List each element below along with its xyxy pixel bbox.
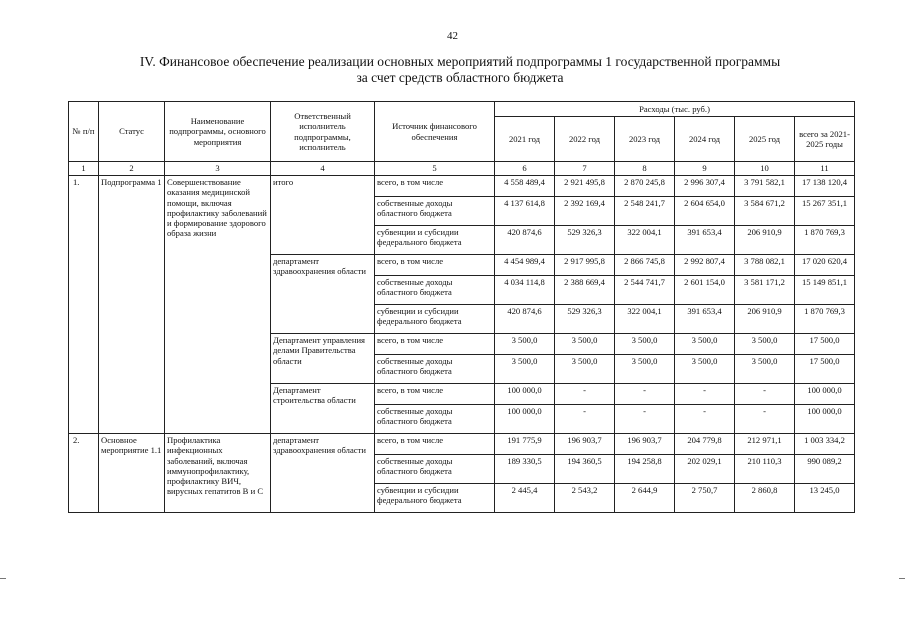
cell-value: 3 500,0 — [675, 355, 735, 384]
cell-total: 990 089,2 — [795, 455, 855, 484]
row-name: Профилактика инфекционных заболеваний, включая иммунопрофилактику, профилактику ВИЧ, вирусных гепатитов В и С — [165, 434, 271, 513]
cell-value: - — [555, 384, 615, 405]
cell-value: 2 644,9 — [615, 484, 675, 513]
cell-value: 191 775,9 — [495, 434, 555, 455]
cell-value: 4 137 614,8 — [495, 197, 555, 226]
row-source: собственные доходы областного бюджета — [375, 197, 495, 226]
title-line-1: IV. Финансовое обеспечение реализации основных мероприятий подпрограммы 1 государственной программы — [139, 54, 781, 69]
header-year-2021: 2021 год — [495, 117, 555, 162]
cell-value: 2 996 307,4 — [675, 176, 735, 197]
cell-value: 194 258,8 — [615, 455, 675, 484]
row-responsible: департамент здравоохранения области — [271, 434, 375, 513]
row-source: всего, в том числе — [375, 334, 495, 355]
row-source: всего, в том числе — [375, 176, 495, 197]
cell-total: 1 003 334,2 — [795, 434, 855, 455]
cell-value: 3 500,0 — [495, 334, 555, 355]
cell-total: 17 138 120,4 — [795, 176, 855, 197]
cell-value: 3 788 082,1 — [735, 255, 795, 276]
cell-value: 206 910,9 — [735, 226, 795, 255]
row-source: собственные доходы областного бюджета — [375, 405, 495, 434]
row-source: собственные доходы областного бюджета — [375, 455, 495, 484]
index-cell: 11 — [795, 162, 855, 176]
cell-value: 2 543,2 — [555, 484, 615, 513]
cell-total: 15 267 351,1 — [795, 197, 855, 226]
cell-value: 3 584 671,2 — [735, 197, 795, 226]
index-cell: 8 — [615, 162, 675, 176]
header-status: Статус — [99, 102, 165, 162]
cell-value: - — [735, 384, 795, 405]
cell-total: 100 000,0 — [795, 405, 855, 434]
cell-value: 2 921 495,8 — [555, 176, 615, 197]
cell-value: 4 034 114,8 — [495, 276, 555, 305]
cell-total: 17 500,0 — [795, 355, 855, 384]
cell-value: 206 910,9 — [735, 305, 795, 334]
table-row — [69, 434, 855, 455]
cell-value: 2 388 669,4 — [555, 276, 615, 305]
cell-value: 2 445,4 — [495, 484, 555, 513]
cell-value: 196 903,7 — [555, 434, 615, 455]
cell-value: - — [615, 405, 675, 434]
index-cell: 2 — [99, 162, 165, 176]
index-cell: 4 — [271, 162, 375, 176]
row-responsible: итого — [271, 176, 375, 255]
row-number: 2. — [69, 434, 99, 513]
cell-value: 2 604 654,0 — [675, 197, 735, 226]
row-status: Основное мероприятие 1.1 — [99, 434, 165, 513]
cell-value: 204 779,8 — [675, 434, 735, 455]
cell-total: 1 870 769,3 — [795, 226, 855, 255]
row-responsible: Департамент управления делами Правительства области — [271, 334, 375, 384]
cell-value: 2 917 995,8 — [555, 255, 615, 276]
cell-value: 3 500,0 — [735, 334, 795, 355]
row-responsible: Департамент строительства области — [271, 384, 375, 434]
row-source: субвенции и субсидии федерального бюджета — [375, 305, 495, 334]
cell-value: 322 004,1 — [615, 305, 675, 334]
index-cell: 10 — [735, 162, 795, 176]
row-source: всего, в том числе — [375, 434, 495, 455]
cell-value: 196 903,7 — [615, 434, 675, 455]
cell-value: 391 653,4 — [675, 305, 735, 334]
cell-value: 420 874,6 — [495, 226, 555, 255]
cell-total: 100 000,0 — [795, 384, 855, 405]
cell-value: 391 653,4 — [675, 226, 735, 255]
cell-total: 17 020 620,4 — [795, 255, 855, 276]
header-year-2025: 2025 год — [735, 117, 795, 162]
row-source: всего, в том числе — [375, 384, 495, 405]
header-year-2024: 2024 год — [675, 117, 735, 162]
cell-value: 4 558 489,4 — [495, 176, 555, 197]
header-source: Источник финансового обеспечения — [375, 102, 495, 162]
cell-value: - — [735, 405, 795, 434]
cell-value: 2 750,7 — [675, 484, 735, 513]
cell-value: 100 000,0 — [495, 384, 555, 405]
cell-total: 1 870 769,3 — [795, 305, 855, 334]
page-edge-mark-right — [899, 578, 905, 579]
cell-value: - — [615, 384, 675, 405]
cell-value: 2 601 154,0 — [675, 276, 735, 305]
cell-total: 17 500,0 — [795, 334, 855, 355]
row-name: Совершенствование оказания медицинской помощи, включая профилактику заболеваний и формирование здорового образа жизни — [165, 176, 271, 434]
cell-value: 212 971,1 — [735, 434, 795, 455]
index-cell: 7 — [555, 162, 615, 176]
cell-value: 2 870 245,8 — [615, 176, 675, 197]
header-year-2022: 2022 год — [555, 117, 615, 162]
index-cell: 3 — [165, 162, 271, 176]
cell-value: 3 581 171,2 — [735, 276, 795, 305]
title-line-2: за счет средств областного бюджета — [356, 70, 564, 85]
cell-value: 2 992 807,4 — [675, 255, 735, 276]
row-source: субвенции и субсидии федерального бюджета — [375, 226, 495, 255]
page-number: 42 — [447, 30, 458, 42]
index-cell: 5 — [375, 162, 495, 176]
table-body — [69, 176, 855, 513]
row-source: всего, в том числе — [375, 255, 495, 276]
budget-table — [68, 101, 855, 513]
index-cell: 9 — [675, 162, 735, 176]
cell-value: - — [675, 384, 735, 405]
header-responsible: Ответственный исполнитель подпрограммы, исполнитель — [271, 102, 375, 162]
cell-value: 202 029,1 — [675, 455, 735, 484]
cell-value: 529 326,3 — [555, 305, 615, 334]
header-name: Наименование подпрограммы, основного мероприятия — [165, 102, 271, 162]
cell-value: 100 000,0 — [495, 405, 555, 434]
cell-value: 3 500,0 — [675, 334, 735, 355]
row-source: собственные доходы областного бюджета — [375, 276, 495, 305]
cell-value: 2 392 169,4 — [555, 197, 615, 226]
cell-value: 4 454 989,4 — [495, 255, 555, 276]
cell-value: 3 500,0 — [615, 334, 675, 355]
cell-value: 3 500,0 — [555, 355, 615, 384]
header-expenses: Расходы (тыс. руб.) — [495, 102, 855, 117]
cell-value: 2 866 745,8 — [615, 255, 675, 276]
cell-value: 2 548 241,7 — [615, 197, 675, 226]
index-cell: 6 — [495, 162, 555, 176]
cell-value: 2 544 741,7 — [615, 276, 675, 305]
row-status: Подпрограмма 1 — [99, 176, 165, 434]
row-source: субвенции и субсидии федерального бюджета — [375, 484, 495, 513]
cell-total: 15 149 851,1 — [795, 276, 855, 305]
cell-value: 2 860,8 — [735, 484, 795, 513]
cell-value: 189 330,5 — [495, 455, 555, 484]
row-responsible: департамент здравоохранения области — [271, 255, 375, 334]
header-total: всего за 2021-2025 годы — [795, 117, 855, 162]
row-number: 1. — [69, 176, 99, 434]
cell-value: 3 791 582,1 — [735, 176, 795, 197]
cell-value: 3 500,0 — [615, 355, 675, 384]
cell-value: - — [555, 405, 615, 434]
index-cell: 1 — [69, 162, 99, 176]
cell-value: 529 326,3 — [555, 226, 615, 255]
table-row — [69, 176, 855, 197]
row-source: собственные доходы областного бюджета — [375, 355, 495, 384]
page-title — [90, 54, 830, 86]
cell-value: 210 110,3 — [735, 455, 795, 484]
cell-value: 194 360,5 — [555, 455, 615, 484]
header-year-2023: 2023 год — [615, 117, 675, 162]
cell-value: 322 004,1 — [615, 226, 675, 255]
cell-total: 13 245,0 — [795, 484, 855, 513]
cell-value: 3 500,0 — [555, 334, 615, 355]
cell-value: - — [675, 405, 735, 434]
header-num: № п/п — [69, 102, 99, 162]
cell-value: 3 500,0 — [735, 355, 795, 384]
cell-value: 3 500,0 — [495, 355, 555, 384]
page-edge-mark-left — [0, 578, 6, 579]
cell-value: 420 874,6 — [495, 305, 555, 334]
